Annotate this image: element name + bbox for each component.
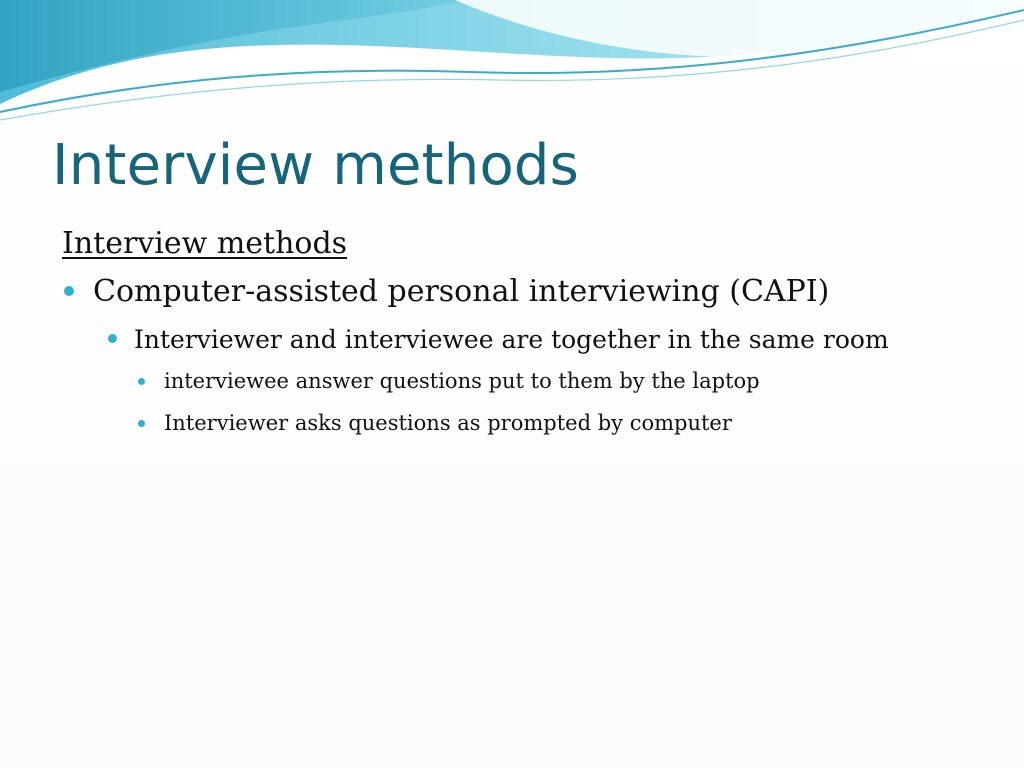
bullet-text: interviewee answer questions put to them by the laptop bbox=[164, 369, 760, 393]
bullet-item-level2 bbox=[62, 320, 952, 359]
bullet-item-level1 bbox=[62, 272, 952, 312]
bullet-dot-icon bbox=[138, 420, 145, 427]
decorative-wave-header bbox=[0, 0, 1024, 130]
slide-title: Interview methods bbox=[52, 133, 580, 198]
bullet-item-level3 bbox=[62, 365, 952, 397]
bullet-dot-icon bbox=[64, 286, 74, 296]
bullet-text: Computer-assisted personal interviewing (CAPI) bbox=[93, 274, 830, 309]
bullet-item-level3 bbox=[62, 407, 952, 439]
bullet-dot-icon bbox=[108, 334, 117, 343]
bullet-list bbox=[62, 272, 952, 439]
content-subheading: Interview methods bbox=[62, 226, 348, 261]
bullet-text: Interviewer asks questions as prompted by computer bbox=[164, 411, 732, 435]
bullet-text: Interviewer and interviewee are together in the same room bbox=[134, 325, 889, 354]
bullet-dot-icon bbox=[138, 378, 145, 385]
slide-content bbox=[62, 222, 952, 449]
